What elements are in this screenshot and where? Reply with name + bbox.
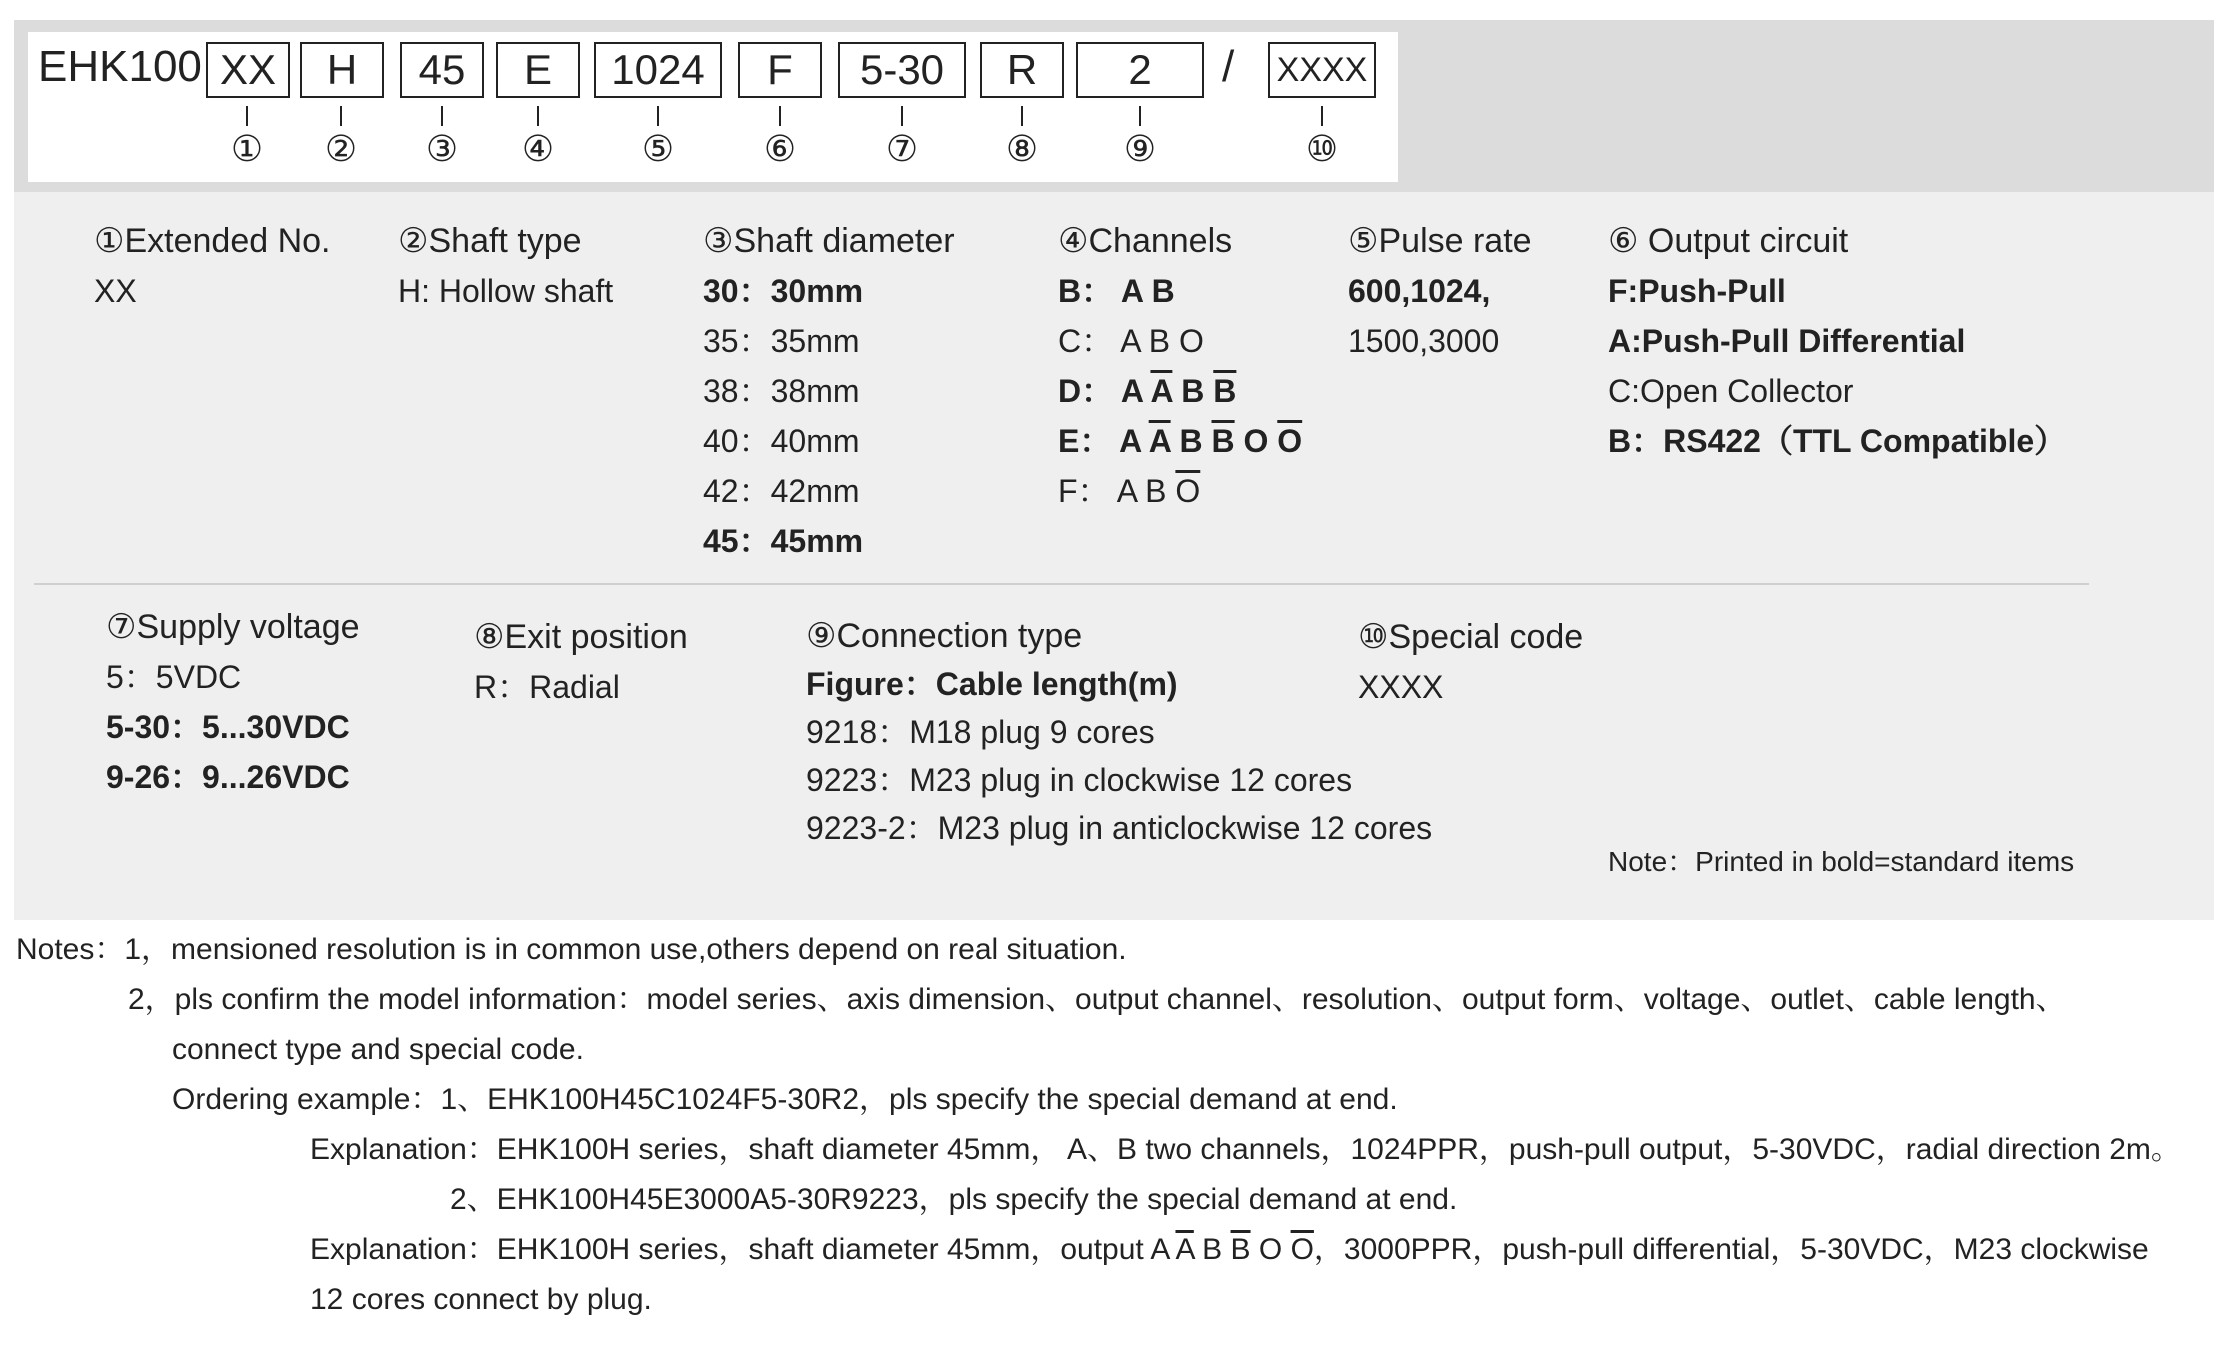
channel-option-b xyxy=(1058,266,1302,316)
marker-6: ⑥ xyxy=(763,128,797,169)
channel-code: D： xyxy=(1058,373,1114,409)
channel-option-c xyxy=(1058,316,1302,366)
output-circuit-item: A:Push-Pull Differential xyxy=(1608,323,1966,359)
channel-code: E： xyxy=(1058,423,1112,459)
note-line: Notes：1，mensioned resolution is in common use,others depend on real situation. xyxy=(16,933,1127,966)
marker-1: ① xyxy=(230,128,264,169)
channel-option-d xyxy=(1058,366,1302,416)
shaft-diameter-item: 45：45mm xyxy=(703,523,864,559)
note-text: Explanation：EHK100H series，shaft diameter 45mm，output xyxy=(310,1233,1144,1266)
extended-section xyxy=(94,216,331,316)
signal: A xyxy=(1116,473,1137,509)
standard-items-note: Note：Printed in bold=standard items xyxy=(1608,846,2075,877)
signal-inverted: $\overline{A}$ xyxy=(1175,1233,1194,1266)
supply-voltage-title: ⑦Supply voltage xyxy=(106,608,360,646)
signal-inverted: $\overline{B}$ xyxy=(1230,1233,1251,1266)
channels-section xyxy=(1058,216,1302,516)
signal: A xyxy=(1119,423,1141,459)
marker-tick xyxy=(340,106,342,126)
connection-type-item: 9218：M18 plug 9 cores xyxy=(806,714,1155,750)
channel-option-e xyxy=(1058,416,1302,466)
signal: O xyxy=(1243,423,1269,459)
signal: B xyxy=(1202,1233,1223,1266)
note-line: 2，pls confirm the model information：model series、axis dimension、output channel、resolution、output form、voltage、outlet、cable length、 xyxy=(128,983,2066,1016)
connection-type-title: ⑨Connection type xyxy=(806,617,1083,655)
supply-voltage-item: 5：5VDC xyxy=(106,659,242,695)
extended-title: ①Extended No. xyxy=(94,222,331,260)
code-slash: / xyxy=(1222,42,1235,91)
section-divider xyxy=(34,583,2089,585)
signal-inverted: $\overline{O}$ xyxy=(1277,423,1303,459)
marker-tick xyxy=(1139,106,1141,126)
extended-value: XX xyxy=(94,273,137,309)
code-box-connection: 2 xyxy=(1076,42,1204,98)
code-box-extended: XX xyxy=(206,42,290,98)
channel-code: C： xyxy=(1058,323,1114,359)
signal: A xyxy=(1120,373,1143,409)
channels-title: ④Channels xyxy=(1058,222,1233,260)
marker-tick xyxy=(657,106,659,126)
code-box-shaft-diameter: 45 xyxy=(400,42,484,98)
note-line: Ordering example：1、EHK100H45C1024F5-30R2，pls specify the special demand at end. xyxy=(172,1083,1398,1116)
signal: A xyxy=(1150,1233,1169,1266)
special-code-value: XXXX xyxy=(1358,669,1444,705)
special-code-section xyxy=(1358,612,1583,712)
note-line: 2、EHK100H45E3000A5-30R9223，pls specify the special demand at end. xyxy=(450,1183,1458,1216)
output-circuit-section xyxy=(1608,216,2066,466)
code-box-voltage: 5-30 xyxy=(838,42,966,98)
exit-position-title: ⑧Exit position xyxy=(474,618,688,656)
marker-8: ⑧ xyxy=(1005,128,1039,169)
marker-tick xyxy=(441,106,443,126)
supply-voltage-item: 9-26：9...26VDC xyxy=(106,759,350,795)
signal-inverted: $\overline{B}$ xyxy=(1211,423,1235,459)
shaft-diameter-item: 35：35mm xyxy=(703,323,860,359)
signal: B xyxy=(1181,373,1205,409)
output-circuit-item: F:Push-Pull xyxy=(1608,273,1786,309)
exit-position-value: R：Radial xyxy=(474,669,620,705)
code-box-channels: E xyxy=(496,42,580,98)
marker-10: ⑩ xyxy=(1305,128,1339,169)
output-circuit-title: ⑥ Output circuit xyxy=(1608,222,1849,260)
shaft-diameter-title: ③Shaft diameter xyxy=(703,222,955,260)
connection-type-item: 9223：M23 plug in clockwise 12 cores xyxy=(806,762,1353,798)
connection-type-header: Figure：Cable length(m) xyxy=(806,666,1178,702)
marker-tick xyxy=(537,106,539,126)
signal: A xyxy=(1120,273,1143,309)
output-circuit-item: B：RS422（TTL Compatible） xyxy=(1608,423,2067,459)
marker-7: ⑦ xyxy=(885,128,919,169)
note-line xyxy=(310,1225,2149,1275)
marker-tick xyxy=(1321,106,1323,126)
signal-inverted: $\overline{O}$ xyxy=(1175,473,1201,509)
shaft-type-section xyxy=(398,216,613,316)
marker-2: ② xyxy=(324,128,358,169)
shaft-diameter-item: 38：38mm xyxy=(703,373,860,409)
marker-tick xyxy=(779,106,781,126)
channel-option-f xyxy=(1058,466,1302,516)
shaft-type-title: ②Shaft type xyxy=(398,222,582,260)
channel-code: B： xyxy=(1058,273,1114,309)
signal: A xyxy=(1120,323,1140,359)
pulse-rate-standard: 600,1024, xyxy=(1348,273,1491,309)
pulse-rate-title: ⑤Pulse rate xyxy=(1348,222,1532,260)
code-prefix: EHK100 xyxy=(38,42,202,91)
shaft-diameter-section xyxy=(703,216,955,566)
note-text: ，3000PPR，push-pull differential，5-30VDC，M23 clockwise xyxy=(1313,1233,2149,1266)
code-box-pulse-rate: 1024 xyxy=(594,42,722,98)
shaft-diameter-item: 30：30mm xyxy=(703,273,864,309)
marker-3: ③ xyxy=(425,128,459,169)
code-box-exit: R xyxy=(980,42,1064,98)
note-line: connect type and special code. xyxy=(172,1033,584,1066)
signal: O xyxy=(1258,1233,1283,1266)
marker-tick xyxy=(1021,106,1023,126)
marker-5: ⑤ xyxy=(641,128,675,169)
connection-type-item: 9223-2：M23 plug in anticlockwise 12 cores xyxy=(806,810,1433,846)
signal-inverted: $\overline{A}$ xyxy=(1148,423,1171,459)
special-code-title: ⑩Special code xyxy=(1358,618,1584,656)
shaft-diameter-item: 40：40mm xyxy=(703,423,860,459)
marker-tick xyxy=(901,106,903,126)
supply-voltage-item: 5-30：5...30VDC xyxy=(106,709,350,745)
signal-inverted: $\overline{A}$ xyxy=(1150,373,1173,409)
pulse-rate-section xyxy=(1348,216,1532,366)
note-line: Explanation：EHK100H series，shaft diameter 45mm， A、B two channels，1024PPR，push-pull output，5-30VDC，radial direction 2m。 xyxy=(310,1133,2181,1166)
pulse-rate-other: 1500,3000 xyxy=(1348,323,1500,359)
code-box-special: XXXX xyxy=(1268,42,1376,98)
signal: B xyxy=(1145,473,1167,509)
signal: B xyxy=(1179,423,1203,459)
signal-inverted: $\overline{O}$ xyxy=(1290,1233,1314,1266)
note-line: 12 cores connect by plug. xyxy=(310,1283,652,1316)
output-circuit-item: C:Open Collector xyxy=(1608,373,1854,409)
signal: O xyxy=(1178,323,1204,359)
marker-4: ④ xyxy=(521,128,555,169)
exit-position-section xyxy=(474,612,688,712)
code-box-shaft-type: H xyxy=(300,42,384,98)
signal: B xyxy=(1148,323,1171,359)
channel-code: F： xyxy=(1058,473,1110,509)
signal-inverted: $\overline{B}$ xyxy=(1213,373,1237,409)
signal: B xyxy=(1151,273,1175,309)
shaft-type-value: H: Hollow shaft xyxy=(398,273,614,309)
supply-voltage-section xyxy=(106,602,360,802)
connection-type-section xyxy=(806,612,1432,852)
code-box-output: F xyxy=(738,42,822,98)
marker-9: ⑨ xyxy=(1123,128,1157,169)
shaft-diameter-item: 42：42mm xyxy=(703,473,860,509)
marker-tick xyxy=(246,106,248,126)
